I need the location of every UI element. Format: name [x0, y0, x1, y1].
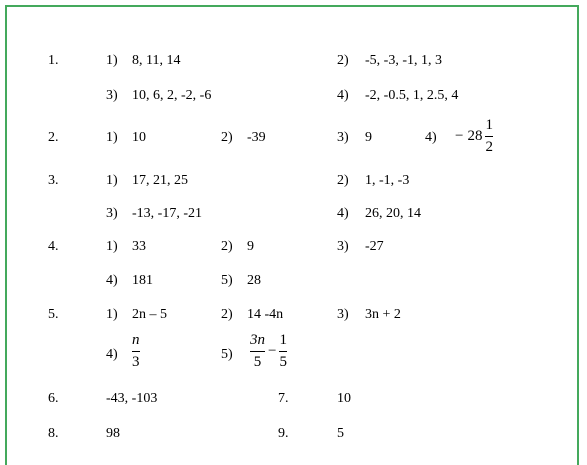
- minus-sign: −: [268, 343, 277, 359]
- denominator: 3: [132, 354, 140, 370]
- answer-label: 4): [337, 88, 349, 103]
- fraction: [279, 332, 287, 371]
- fraction-bar: [132, 351, 140, 352]
- answer-label: 2): [221, 239, 233, 254]
- answer-value: 10: [337, 391, 351, 406]
- answer-value: -13, -17, -21: [132, 206, 202, 221]
- fraction-expression: [250, 332, 287, 371]
- whole-part: 28: [467, 128, 483, 144]
- answer-label: 1): [106, 239, 118, 254]
- answer-value: -43, -103: [106, 391, 158, 406]
- answer-key-frame: [5, 5, 579, 465]
- answer-value: 2n – 5: [132, 307, 167, 322]
- answer-label: 4): [337, 206, 349, 221]
- numerator: 1: [279, 332, 287, 348]
- numerator: 1: [485, 117, 493, 133]
- question-number: 3.: [48, 173, 59, 188]
- question-number: 9.: [278, 426, 289, 441]
- answer-label: 2): [221, 307, 233, 322]
- answer-value: 8, 11, 14: [132, 53, 181, 68]
- answer-label: 4): [425, 130, 437, 145]
- answer-label: 4): [106, 347, 118, 362]
- answer-label: 3): [337, 130, 349, 145]
- fraction: [485, 117, 493, 156]
- answer-value: 14 -4n: [247, 307, 284, 322]
- numerator: 3n: [250, 332, 265, 348]
- answer-value: 26, 20, 14: [365, 206, 421, 221]
- numerator: n: [132, 332, 140, 348]
- answer-label: 3): [106, 88, 118, 103]
- denominator: 5: [279, 354, 287, 370]
- answer-label: 3): [337, 307, 349, 322]
- answer-label: 3): [337, 239, 349, 254]
- answer-value: 181: [132, 273, 153, 288]
- answer-label: 1): [106, 53, 118, 68]
- answer-value: 9: [247, 239, 254, 254]
- answer-label: 1): [106, 307, 118, 322]
- fraction-bar: [250, 351, 265, 352]
- question-number: 4.: [48, 239, 59, 254]
- answer-label: 4): [106, 273, 118, 288]
- answer-value: 9: [365, 130, 372, 145]
- answer-label: 1): [106, 173, 118, 188]
- answer-label: 2): [337, 173, 349, 188]
- question-number: 6.: [48, 391, 59, 406]
- fraction: [132, 332, 140, 371]
- answer-value: 28: [247, 273, 261, 288]
- mixed-number-answer: [455, 117, 493, 156]
- question-number: 1.: [48, 53, 59, 68]
- answer-value: -27: [365, 239, 384, 254]
- denominator: 2: [485, 139, 493, 155]
- answer-label: 2): [221, 130, 233, 145]
- answer-label: 2): [337, 53, 349, 68]
- answer-label: 3): [106, 206, 118, 221]
- answer-label: 5): [221, 273, 233, 288]
- question-number: 8.: [48, 426, 59, 441]
- answer-value: 10: [132, 130, 146, 145]
- answer-label: 1): [106, 130, 118, 145]
- answer-label: 5): [221, 347, 233, 362]
- answer-value: 33: [132, 239, 146, 254]
- fraction: [250, 332, 265, 371]
- denominator: 5: [253, 354, 262, 370]
- answer-value: -2, -0.5, 1, 2.5, 4: [365, 88, 459, 103]
- answer-value: 10, 6, 2, -2, -6: [132, 88, 212, 103]
- fraction-bar: [485, 136, 493, 137]
- minus-sign: −: [455, 128, 464, 144]
- answer-value: 17, 21, 25: [132, 173, 188, 188]
- answer-value: 3n + 2: [365, 307, 401, 322]
- question-number: 5.: [48, 307, 59, 322]
- fraction-bar: [279, 351, 287, 352]
- answer-value: 1, -1, -3: [365, 173, 410, 188]
- question-number: 2.: [48, 130, 59, 145]
- question-number: 7.: [278, 391, 289, 406]
- answer-value: -5, -3, -1, 1, 3: [365, 53, 442, 68]
- answer-value: 5: [337, 426, 344, 441]
- answer-value: -39: [247, 130, 266, 145]
- answer-value: 98: [106, 426, 120, 441]
